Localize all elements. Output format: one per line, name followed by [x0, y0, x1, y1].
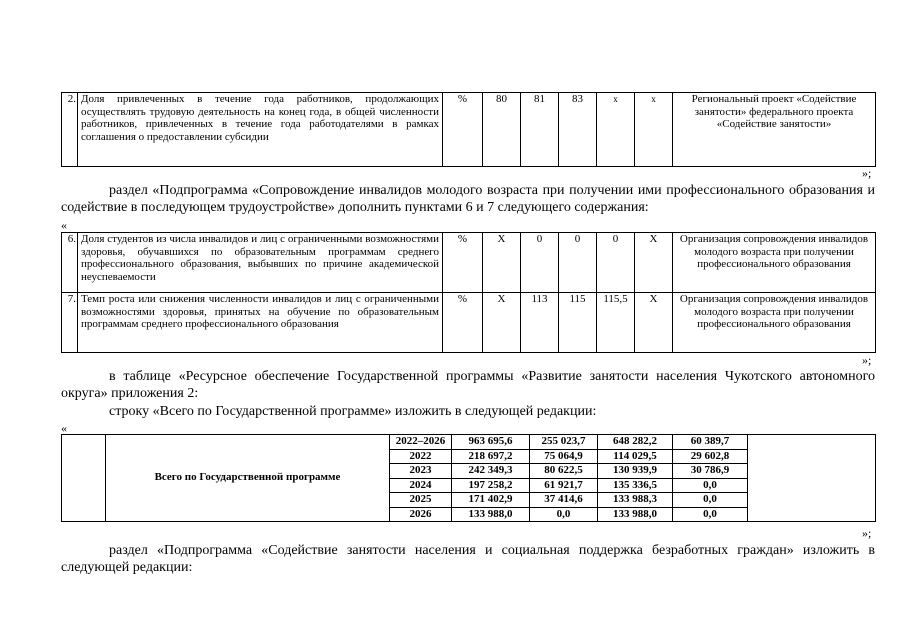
total-cell: 963 695,6 [452, 435, 530, 450]
federal-cell: 255 023,7 [530, 435, 598, 450]
federal-cell: 80 622,5 [530, 464, 598, 479]
row-number: 2. [62, 93, 78, 167]
row-number: 6. [62, 233, 78, 293]
federal-cell: 0,0 [530, 507, 598, 522]
federal-cell: 37 414,6 [530, 493, 598, 508]
total-cell: 197 258,2 [452, 478, 530, 493]
value-cell: X [635, 293, 673, 353]
regional-cell: 114 029,5 [598, 449, 673, 464]
total-cell: 218 697,2 [452, 449, 530, 464]
year-cell: 2024 [390, 478, 452, 493]
year-cell: 2023 [390, 464, 452, 479]
opening-quote: « [61, 218, 67, 232]
paragraph-resource-table: в таблице «Ресурсное обеспечение Государственной программы «Развитие занятости населения Чукотского автономного округа» приложения 2: [61, 369, 875, 401]
other-cell: 0,0 [673, 478, 748, 493]
value-cell: 0 [521, 233, 559, 293]
paragraph-section-addition: раздел «Подпрограмма «Сопровождение инвалидов молодого возраста при получении ими профессионального образования и содействие в последующем трудоустройстве» дополнить пунктами 6 и 7 следующего содержания: [61, 183, 875, 215]
indicators-table-top [61, 92, 876, 167]
row-number: 7. [62, 293, 78, 353]
value-cell: 115,5 [597, 293, 635, 353]
unit-cell: % [443, 93, 483, 167]
value-cell: 83 [559, 93, 597, 167]
unit-cell: % [443, 233, 483, 293]
other-cell: 0,0 [673, 493, 748, 508]
year-cell: 2025 [390, 493, 452, 508]
value-cell: 0 [597, 233, 635, 293]
unit-cell: % [443, 293, 483, 353]
other-cell: 30 786,9 [673, 464, 748, 479]
regional-cell: 133 988,0 [598, 507, 673, 522]
opening-quote: « [61, 421, 67, 435]
paragraph-subprogram: раздел «Подпрограмма «Содействие занятости населения и социальная поддержка безработных граждан» изложить в следующей редакции: [61, 543, 875, 575]
closing-quote: »; [862, 526, 872, 540]
value-cell: 0 [559, 233, 597, 293]
indicator-row [62, 293, 876, 353]
total-cell: 133 988,0 [452, 507, 530, 522]
year-cell: 2022–2026 [390, 435, 452, 450]
regional-cell: 130 939,9 [598, 464, 673, 479]
year-cell: 2022 [390, 449, 452, 464]
regional-cell: 648 282,2 [598, 435, 673, 450]
total-cell: 242 349,3 [452, 464, 530, 479]
program-total-label: Всего по Государственной программе [106, 435, 390, 522]
empty-cell [748, 435, 876, 522]
indicators-table-middle [61, 232, 876, 353]
other-cell: 0,0 [673, 507, 748, 522]
value-cell: X [483, 233, 521, 293]
value-cell: 80 [483, 93, 521, 167]
project-cell: Региональный проект «Содействие занятости» федерального проекта «Содействие занятости» [673, 93, 876, 167]
value-cell: 113 [521, 293, 559, 353]
federal-cell: 61 921,7 [530, 478, 598, 493]
value-cell: x [635, 93, 673, 167]
other-cell: 29 602,8 [673, 449, 748, 464]
total-cell: 171 402,9 [452, 493, 530, 508]
closing-quote: »; [862, 166, 872, 180]
value-cell: X [483, 293, 521, 353]
value-cell: 81 [521, 93, 559, 167]
other-cell: 60 389,7 [673, 435, 748, 450]
indicator-name: Доля студентов из числа инвалидов и лиц с ограниченными возможностями здоровья, обучавшихся по образовательным программам среднего профессионального образования, выбывших по причине академической неуспеваемости [78, 233, 443, 293]
indicator-row [62, 233, 876, 293]
paragraph-row-edit: строку «Всего по Государственной программе» изложить в следующей редакции: [109, 404, 597, 419]
value-cell: x [597, 93, 635, 167]
year-cell: 2026 [390, 507, 452, 522]
project-cell: Организация сопровождения инвалидов молодого возраста при получении профессионального образования [673, 293, 876, 353]
project-cell: Организация сопровождения инвалидов молодого возраста при получении профессионального образования [673, 233, 876, 293]
indicator-name: Темп роста или снижения численности инвалидов и лиц с ограниченными возможностями здоровья, принятых на обучение по образовательным программам среднего профессионального образования [78, 293, 443, 353]
regional-cell: 135 336,5 [598, 478, 673, 493]
value-cell: X [635, 233, 673, 293]
budget-row [62, 435, 876, 450]
indicator-row [62, 93, 876, 167]
regional-cell: 133 988,3 [598, 493, 673, 508]
budget-table [61, 434, 876, 522]
closing-quote: »; [862, 353, 872, 367]
empty-cell [62, 435, 106, 522]
value-cell: 115 [559, 293, 597, 353]
indicator-name: Доля привлеченных в течение года работников, продолжающих осуществлять трудовую деятельность на конец года, в общей численности работников, привлеченных в течение года работодателями в рамках соглашения о предоставлении субсидии [78, 93, 443, 167]
federal-cell: 75 064,9 [530, 449, 598, 464]
